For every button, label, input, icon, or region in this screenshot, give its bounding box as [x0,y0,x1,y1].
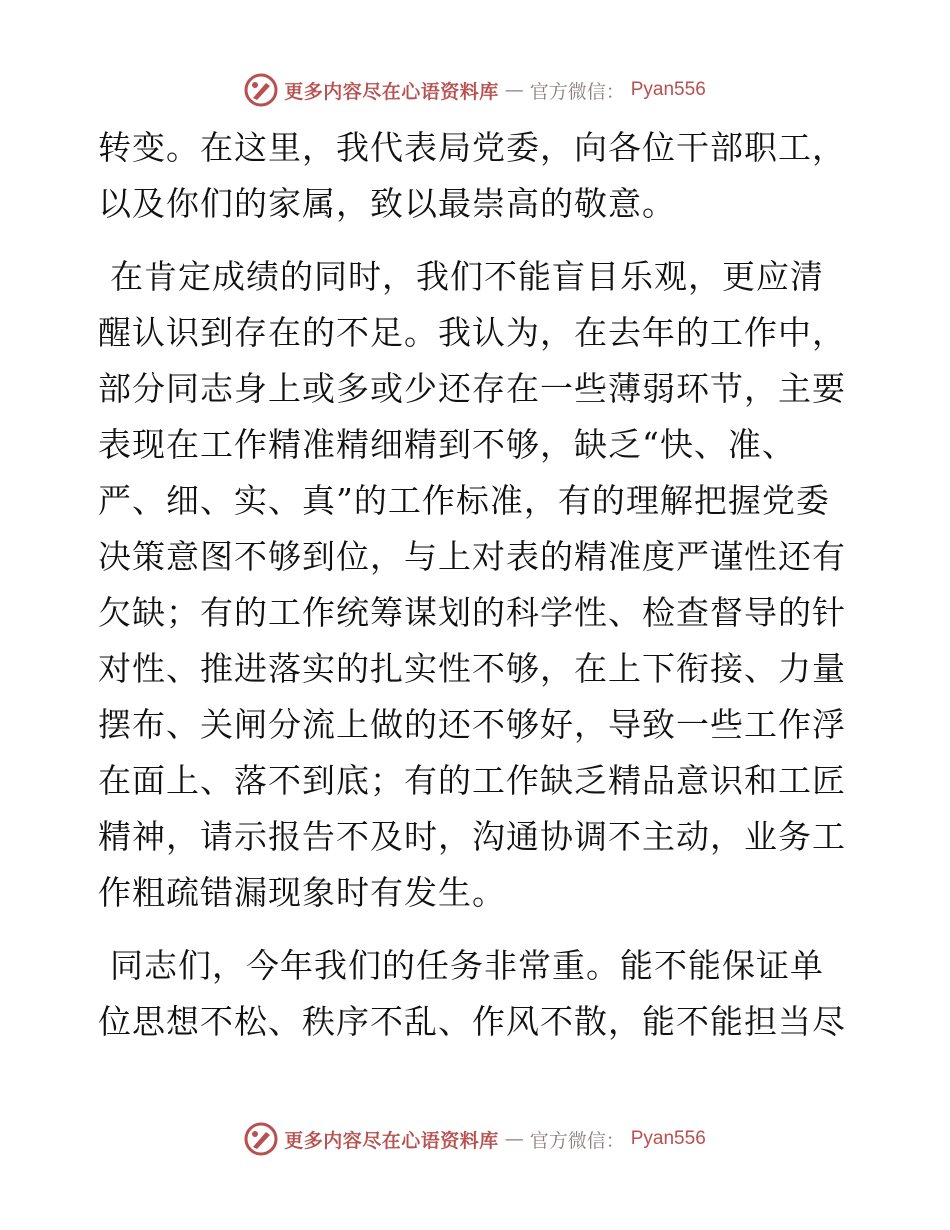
watermark-dash: — [504,1128,524,1150]
watermark-dash: — [504,79,524,101]
text-line: 作粗疏错漏现象时有发生。 [98,873,506,912]
text-line: 决策意图不够到位，与上对表的精准度严谨性还有 [98,537,846,576]
watermark-subtitle: 官方微信： [529,80,625,103]
document-body [98,120,858,1067]
paragraph [98,120,858,232]
text-line: 欠缺；有的工作统筹谋划的科学性、检查督导的针 [98,593,846,632]
text-line: 表现在工作精准精细精到不够，缺乏“快、准、 [98,425,796,464]
text-line: 在肯定成绩的同时，我们不能盲目乐观，更应清 [110,257,824,296]
text-line: 对性、推进落实的扎实性不够，在上下衔接、力量 [98,649,846,688]
pen-seal-icon [244,1122,278,1156]
text-line: 精神，请示报告不及时，沟通协调不主动，业务工 [98,817,846,856]
header-watermark [0,70,950,110]
watermark-id: Pyan556 [630,79,706,100]
watermark-id: Pyan556 [630,1128,706,1149]
text-line: 部分同志身上或多或少还存在一些薄弱环节，主要 [98,369,846,408]
paragraph [98,249,858,921]
watermark-title: 更多内容尽在心语资料库 [284,1129,499,1152]
footer-watermark [0,1119,950,1159]
text-line: 摆布、关闸分流上做的还不够好，导致一些工作浮 [98,705,846,744]
text-line: 严、细、实、真”的工作标准，有的理解把握党委 [98,481,830,520]
text-line: 醒认识到存在的不足。我认为，在去年的工作中， [98,313,846,352]
watermark-title: 更多内容尽在心语资料库 [284,80,499,103]
text-line: 位思想不松、秩序不乱、作风不散，能不能担当尽 [98,1002,846,1041]
text-line: 转变。在这里，我代表局党委，向各位干部职工， [98,128,846,167]
text-line: 在面上、落不到底；有的工作缺乏精品意识和工匠 [98,761,846,800]
pen-seal-icon [244,73,278,107]
text-line: 同志们，今年我们的任务非常重。能不能保证单 [110,946,824,985]
paragraph [98,938,858,1050]
text-line: 以及你们的家属，致以最崇高的敬意。 [98,184,676,223]
watermark-subtitle: 官方微信： [529,1129,625,1152]
